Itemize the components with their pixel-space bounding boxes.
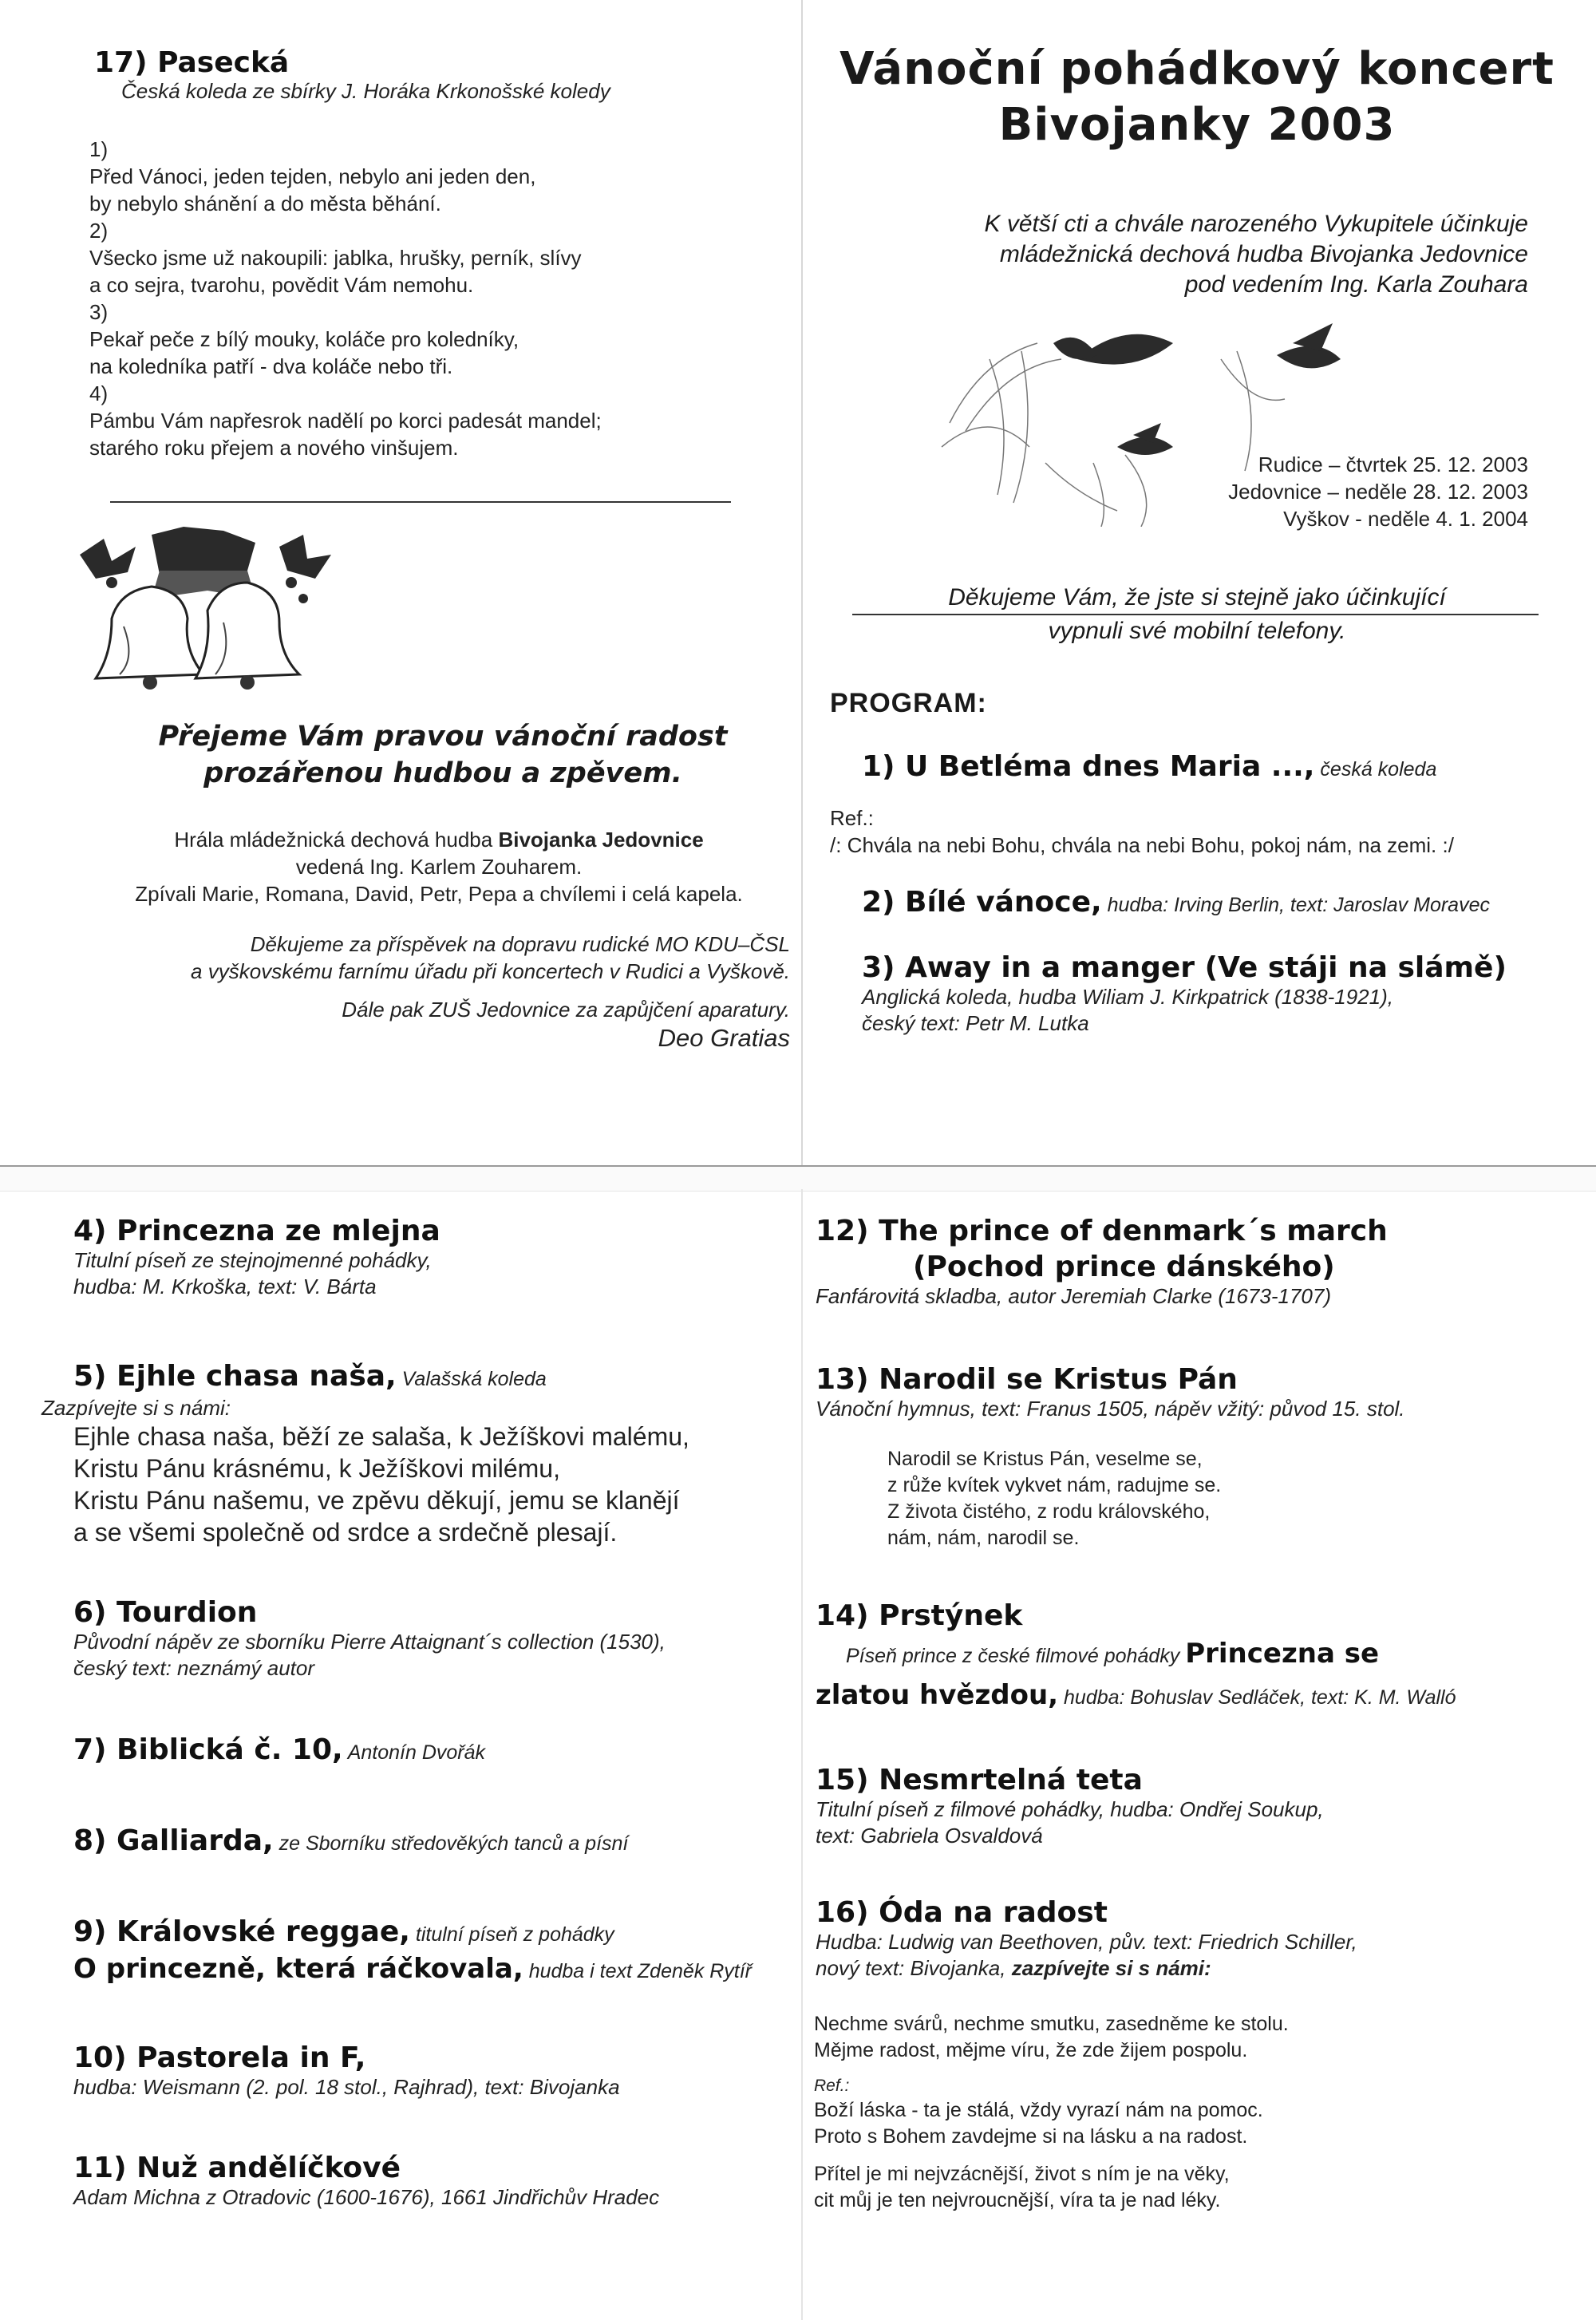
song-4-sub-2: hudba: M. Krkoška, text: V. Bárta	[73, 1275, 377, 1298]
verse-line: starého roku přejem a nového vinšujem.	[89, 436, 459, 460]
song-16-sub-2: nový text: Bivojanka,	[816, 1956, 1012, 1980]
song-14-sub: Píseň prince z české filmové pohádky	[846, 1645, 1186, 1667]
cover-title-line-1: Vánoční pohádkový koncert	[839, 43, 1555, 95]
song-6	[73, 1596, 666, 1682]
lyric-line: Z života čistého, z rodu královského,	[887, 1500, 1211, 1523]
credits-block	[88, 826, 790, 907]
song-5-note: Valašská koleda	[396, 1368, 547, 1390]
lyric-line: Nechme svárů, nechme smutku, zasedněme ke stolu.	[814, 2013, 1289, 2035]
song-12-title-2: (Pochod prince dánského)	[913, 1251, 1335, 1283]
verse-line: 2)	[89, 219, 109, 243]
song-1	[862, 750, 1436, 783]
song-15-title: 15) Nesmrtelná teta	[816, 1764, 1143, 1796]
song-4	[73, 1215, 440, 1300]
song-14-film-name: Princezna se	[1185, 1638, 1380, 1670]
song-7-note: Antonín Dvořák	[342, 1741, 486, 1764]
song-8-note: ze Sborníku středověkých tanců a písní	[273, 1832, 629, 1855]
song-9	[73, 1915, 752, 1985]
fold-line-top	[801, 0, 803, 1165]
verse-line: Všecko jsme už nakoupili: jablka, hrušky, perník, slívy	[89, 246, 582, 270]
intro-line-3: pod vedením Ing. Karla Zouhara	[1184, 271, 1528, 298]
song-13	[816, 1363, 1405, 1422]
wish-line-1: Přejeme Vám pravou vánoční radost	[158, 721, 728, 753]
song-5-title: 5) Ejhle chasa naša,	[73, 1360, 397, 1393]
lyric-line: Mějme radost, mějme víru, že zde žijem pospolu.	[814, 2039, 1248, 2061]
song-1-note: česká koleda	[1314, 758, 1437, 781]
song-9-title-2: O princezně, která ráčkovala,	[73, 1953, 523, 1985]
thanks-line-2: a vyškovskému farnímu úřadu při koncertech v Rudici a Vyškově.	[191, 959, 790, 983]
song-10-title: 10) Pastorela in F,	[73, 2041, 366, 2074]
date-line: Rudice – čtvrtek 25. 12. 2003	[1258, 453, 1528, 476]
song-1-ref	[830, 804, 1454, 859]
song-14	[816, 1599, 1022, 1632]
cover-title	[830, 41, 1564, 153]
verse-line: Pámbu Vám napřesrok nadělí po korci padesát mandel;	[89, 409, 602, 433]
song-13-lyrics	[887, 1446, 1221, 1551]
phone-notice-rule	[852, 614, 1539, 615]
lyric-line: Narodil se Kristus Pán, veselme se,	[887, 1448, 1203, 1470]
verse-line: 3)	[89, 300, 109, 324]
song-16-lyrics	[814, 2011, 1289, 2214]
song-17-block	[94, 46, 289, 79]
song-17-subtitle: Česká koleda ze sbírky J. Horáka Krkonošské koledy	[121, 79, 610, 103]
lyric-line: cit můj je ten nejvroucnější, víra ta je nad léky.	[814, 2189, 1221, 2211]
song-3	[862, 951, 1507, 1037]
song-7-title: 7) Biblická č. 10,	[73, 1733, 343, 1766]
cover-intro	[838, 209, 1528, 300]
song-16	[816, 1896, 1357, 1982]
lyric-line: Přítel je mi nejvzácnější, život s ním je na věky,	[814, 2163, 1230, 2185]
song-16-title: 16) Óda na radost	[816, 1896, 1108, 1929]
intro-line-2: mládežnická dechová hudba Bivojanka Jedovnice	[999, 241, 1528, 267]
song-10-sub-1: hudba: Weismann (2. pol. 18 stol., Rajhrad), text: Bivojanka	[73, 2075, 620, 2099]
song-9-note-2: hudba i text Zdeněk Rytíř	[523, 1960, 753, 1982]
song-8-title: 8) Galliarda,	[73, 1824, 274, 1857]
verse-line: by nebylo shánění a do města běhání.	[89, 192, 441, 215]
song-6-title: 6) Tourdion	[73, 1596, 258, 1629]
verse-line: 4)	[89, 381, 109, 405]
song-11-sub-1: Adam Michna z Otradovic (1600-1676), 1661 Jindřichův Hradec	[73, 2185, 660, 2209]
song-3-sub-1: Anglická koleda, hudba Wiliam J. Kirkpatrick (1838-1921),	[862, 985, 1393, 1009]
page-gap	[0, 1165, 1596, 1192]
ref-label: Ref.:	[830, 806, 874, 830]
cover-title-line-2: Bivojanky 2003	[998, 99, 1396, 151]
lyric-line: Kristu Pánu našemu, ve zpěvu děkují, jemu se klanějí	[73, 1486, 680, 1515]
song-14-line-1	[846, 1638, 1379, 1670]
divider	[110, 501, 731, 503]
phone-notice-line-1: Děkujeme Vám, že jste si stejně jako účinkující	[948, 584, 1446, 611]
song-17-title: 17) Pasecká	[94, 46, 290, 79]
ref-label: Ref.:	[814, 2077, 850, 2095]
song-15-sub-1: Titulní píseň z filmové pohádky, hudba: Ondřej Soukup,	[816, 1797, 1324, 1821]
phone-notice-line-2: vypnuli své mobilní telefony.	[1048, 618, 1346, 644]
program-heading: PROGRAM:	[830, 688, 987, 718]
song-15-sub-2: text: Gabriela Osvaldová	[816, 1824, 1043, 1848]
song-14-title: 14) Prstýnek	[816, 1599, 1023, 1632]
band-name: Bivojanka Jedovnice	[498, 828, 704, 852]
song-17-verses	[89, 136, 602, 461]
lyric-line: Proto s Bohem zavdejme si na lásku a na radost.	[814, 2125, 1248, 2148]
wish-block	[120, 718, 766, 792]
verse-line: na koledníka patří - dva koláče nebo tři.	[89, 354, 453, 378]
singers-line: Zpívali Marie, Romana, David, Petr, Pepa a chvílemi i celá kapela.	[135, 882, 743, 906]
song-14-note: hudba: Bohuslav Sedláček, text: K. M. Walló	[1058, 1686, 1456, 1709]
song-2	[862, 886, 1490, 919]
song-10	[73, 2041, 620, 2101]
song-11-title: 11) Nuž andělíčkové	[73, 2152, 401, 2184]
lyric-line: z růže kvítek vykvet nám, radujme se.	[887, 1474, 1222, 1496]
deo-gratias: Deo Gratias	[658, 1024, 790, 1052]
verse-line: 1)	[89, 137, 109, 161]
song-3-sub-2: český text: Petr M. Lutka	[862, 1011, 1089, 1035]
song-14-line-2	[816, 1679, 1456, 1711]
song-8	[73, 1824, 628, 1857]
song-12	[816, 1215, 1388, 1310]
wish-line-2: prozářenou hudbou a zpěvem.	[203, 757, 682, 789]
song-6-sub-1: Původní nápěv ze sborníku Pierre Attaignant´s collection (1530),	[73, 1630, 666, 1654]
song-16-sub-1: Hudba: Ludwig van Beethoven, pův. text: Friedrich Schiller,	[816, 1930, 1357, 1954]
song-5	[73, 1360, 547, 1393]
ref-text: /: Chvála na nebi Bohu, chvála na nebi Bohu, pokoj nám, na zemi. :/	[830, 833, 1454, 857]
thanks-line-3: Dále pak ZUŠ Jedovnice za zapůjčení aparatury.	[342, 998, 790, 1022]
lyric-line: nám, nám, narodil se.	[887, 1527, 1080, 1549]
song-9-title: 9) Královské reggae,	[73, 1915, 410, 1948]
song-2-title: 2) Bílé vánoce,	[862, 886, 1102, 919]
played-prefix: Hrála mládežnická dechová hudba	[174, 828, 499, 852]
date-line: Vyškov - neděle 4. 1. 2004	[1283, 507, 1528, 531]
leader-line: vedená Ing. Karlem Zouharem.	[295, 855, 583, 879]
lyric-line: a se všemi společně od srdce a srdečně plesají.	[73, 1518, 618, 1547]
fold-line-bottom	[801, 1189, 803, 2320]
song-2-note: hudba: Irving Berlin, text: Jaroslav Moravec	[1101, 894, 1490, 916]
song-7	[73, 1733, 485, 1766]
verse-line: a co sejra, tvarohu, povědit Vám nemohu.	[89, 273, 474, 297]
song-11	[73, 2152, 659, 2211]
concert-dates	[1037, 451, 1528, 532]
verse-line: Před Vánoci, jeden tejden, nebylo ani jeden den,	[89, 164, 536, 188]
song-5-lyrics	[73, 1421, 689, 1548]
christmas-bells-illustration	[64, 523, 335, 694]
song-15	[816, 1764, 1324, 1849]
song-3-title: 3) Away in a manger (Ve stáji na slámě)	[862, 951, 1507, 984]
verse-line: Pekař peče z bílý mouky, koláče pro koledníky,	[89, 327, 519, 351]
lyric-line: Boží láska - ta je stálá, vždy vyrazí nám na pomoc.	[814, 2099, 1263, 2121]
song-5-sing-along: Zazpívejte si s námi:	[41, 1396, 231, 1420]
lyric-line: Ejhle chasa naša, běží ze salaša, k Ježíškovi malému,	[73, 1422, 689, 1451]
lyric-line: Kristu Pánu krásnému, k Ježíškovi milému,	[73, 1454, 560, 1483]
song-12-sub-1: Fanfárovitá skladba, autor Jeremiah Clarke (1673-1707)	[816, 1284, 1332, 1308]
song-6-sub-2: český text: neznámý autor	[73, 1656, 315, 1680]
song-4-sub-1: Titulní píseň ze stejnojmenné pohádky,	[73, 1248, 432, 1272]
intro-line-1: K větší cti a chvále narozeného Vykupitele účinkuje	[984, 211, 1528, 237]
song-12-title-1: 12) The prince of denmark´s march	[816, 1215, 1388, 1247]
song-1-title: 1) U Betléma dnes Maria ...,	[862, 750, 1315, 783]
song-14-film-name-2: zlatou hvězdou,	[816, 1679, 1059, 1711]
song-13-title: 13) Narodil se Kristus Pán	[816, 1363, 1238, 1396]
song-16-sing-along: zazpívejte si s námi:	[1011, 1956, 1211, 1980]
date-line: Jedovnice – neděle 28. 12. 2003	[1228, 480, 1528, 504]
thanks-block	[80, 931, 790, 1053]
song-9-note: titulní píseň z pohádky	[409, 1923, 614, 1946]
song-13-sub-1: Vánoční hymnus, text: Franus 1505, nápěv vžitý: původ 15. stol.	[816, 1397, 1405, 1421]
song-4-title: 4) Princezna ze mlejna	[73, 1215, 440, 1247]
thanks-line-1: Děkujeme za příspěvek na dopravu rudické MO KDU–ČSL	[250, 932, 790, 956]
